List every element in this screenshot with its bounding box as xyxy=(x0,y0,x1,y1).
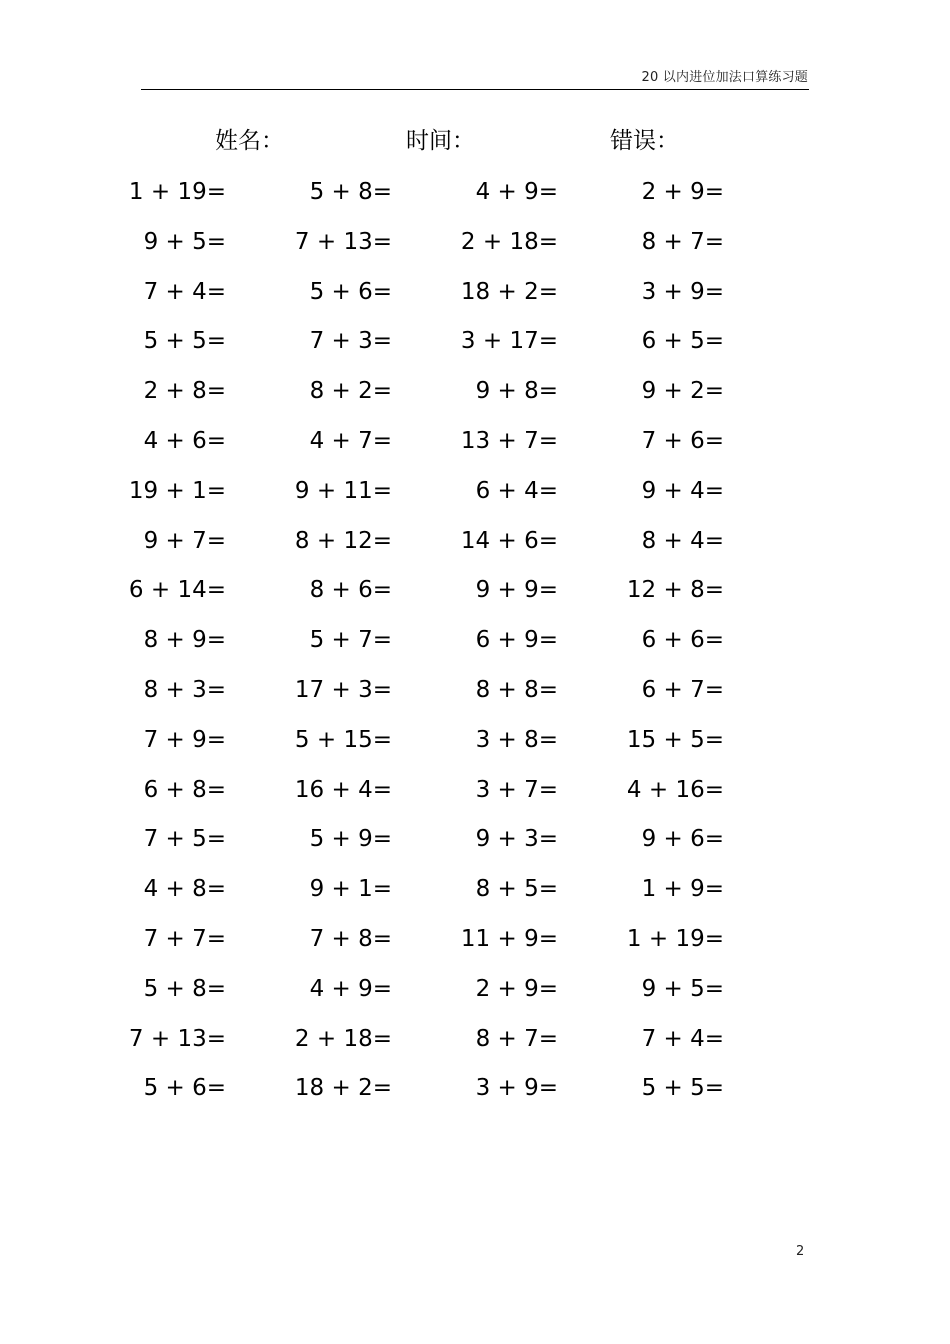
problem-item: 18 + 2= xyxy=(294,1075,392,1102)
problem-item: 2 + 9= xyxy=(475,975,558,1002)
problem-item: 4 + 6= xyxy=(143,427,226,454)
problem-item: 3 + 7= xyxy=(475,776,558,803)
problem-item: 2 + 8= xyxy=(143,378,226,405)
problem-item: 6 + 6= xyxy=(641,627,724,654)
problem-item: 5 + 9= xyxy=(309,826,392,853)
problem-item: 18 + 2= xyxy=(460,278,558,305)
problem-item: 7 + 4= xyxy=(641,1025,724,1052)
page-number: 2 xyxy=(796,1244,805,1259)
problem-item: 5 + 5= xyxy=(641,1075,724,1102)
problem-item: 4 + 8= xyxy=(143,876,226,903)
problem-item: 13 + 7= xyxy=(460,427,558,454)
problem-item: 9 + 11= xyxy=(294,477,392,504)
problem-row xyxy=(0,1019,950,1069)
problem-item: 3 + 9= xyxy=(641,278,724,305)
problem-item: 12 + 8= xyxy=(626,577,724,604)
problem-item: 5 + 15= xyxy=(294,726,392,753)
problem-item: 3 + 9= xyxy=(475,1075,558,1102)
problem-item: 7 + 6= xyxy=(641,427,724,454)
problem-item: 7 + 4= xyxy=(143,278,226,305)
problem-row xyxy=(0,1068,950,1118)
problem-row xyxy=(0,919,950,969)
problem-item: 8 + 8= xyxy=(475,676,558,703)
problem-item: 17 + 3= xyxy=(294,676,392,703)
time-label: 时间： xyxy=(406,128,475,154)
problem-row xyxy=(0,969,950,1019)
problem-row xyxy=(0,421,950,471)
problem-item: 16 + 4= xyxy=(294,776,392,803)
problem-row xyxy=(0,770,950,820)
problem-item: 5 + 8= xyxy=(309,179,392,205)
problem-row xyxy=(0,620,950,670)
problem-item: 5 + 5= xyxy=(143,328,226,355)
problem-item: 7 + 13= xyxy=(128,1025,226,1052)
problem-item: 9 + 4= xyxy=(641,477,724,504)
problem-item: 4 + 7= xyxy=(309,427,392,454)
problem-item: 19 + 1= xyxy=(128,477,226,504)
problem-item: 1 + 19= xyxy=(128,179,226,205)
problem-item: 1 + 19= xyxy=(626,925,724,952)
problem-row xyxy=(0,869,950,919)
error-label: 错误： xyxy=(610,128,679,154)
problem-item: 8 + 7= xyxy=(475,1025,558,1052)
problem-item: 6 + 9= xyxy=(475,627,558,654)
problem-item: 9 + 5= xyxy=(641,975,724,1002)
problem-item: 6 + 5= xyxy=(641,328,724,355)
problem-row xyxy=(0,570,950,620)
problem-item: 7 + 9= xyxy=(143,726,226,753)
problem-row xyxy=(0,272,950,322)
problem-row xyxy=(0,471,950,521)
problem-item: 5 + 7= xyxy=(309,627,392,654)
problem-item: 8 + 2= xyxy=(309,378,392,405)
problem-item: 6 + 7= xyxy=(641,676,724,703)
problem-item: 2 + 18= xyxy=(460,228,558,255)
problem-item: 11 + 9= xyxy=(460,925,558,952)
problem-item: 6 + 8= xyxy=(143,776,226,803)
problem-row xyxy=(0,521,950,571)
problem-item: 9 + 8= xyxy=(475,378,558,405)
problem-row xyxy=(0,720,950,770)
problem-item: 4 + 9= xyxy=(475,179,558,205)
problem-item: 9 + 5= xyxy=(143,228,226,255)
problem-item: 8 + 5= xyxy=(475,876,558,903)
problem-grid xyxy=(0,172,950,1118)
problem-item: 14 + 6= xyxy=(460,527,558,554)
problem-item: 2 + 18= xyxy=(294,1025,392,1052)
problem-item: 2 + 9= xyxy=(641,179,724,205)
problem-item: 5 + 6= xyxy=(143,1075,226,1102)
problem-item: 7 + 7= xyxy=(143,925,226,952)
problem-item: 8 + 12= xyxy=(294,527,392,554)
problem-item: 15 + 5= xyxy=(626,726,724,753)
problem-item: 8 + 4= xyxy=(641,527,724,554)
problem-item: 8 + 6= xyxy=(309,577,392,604)
problem-item: 8 + 3= xyxy=(143,676,226,703)
problem-item: 3 + 8= xyxy=(475,726,558,753)
problem-item: 7 + 3= xyxy=(309,328,392,355)
problem-item: 3 + 17= xyxy=(460,328,558,355)
problem-item: 9 + 2= xyxy=(641,378,724,405)
problem-item: 7 + 8= xyxy=(309,925,392,952)
problem-row xyxy=(0,321,950,371)
problem-row xyxy=(0,371,950,421)
problem-item: 1 + 9= xyxy=(641,876,724,903)
problem-row xyxy=(0,172,950,222)
problem-item: 5 + 6= xyxy=(309,278,392,305)
problem-item: 4 + 9= xyxy=(309,975,392,1002)
problem-item: 9 + 6= xyxy=(641,826,724,853)
name-label: 姓名： xyxy=(215,128,284,154)
header-title: 20 以内进位加法口算练习题 xyxy=(641,70,808,85)
problem-item: 4 + 16= xyxy=(626,776,724,803)
problem-item: 9 + 7= xyxy=(143,527,226,554)
problem-item: 9 + 1= xyxy=(309,876,392,903)
problem-row xyxy=(0,670,950,720)
problem-row xyxy=(0,819,950,869)
problem-item: 5 + 8= xyxy=(143,975,226,1002)
problem-item: 8 + 7= xyxy=(641,228,724,255)
problem-item: 9 + 9= xyxy=(475,577,558,604)
problem-item: 9 + 3= xyxy=(475,826,558,853)
problem-item: 8 + 9= xyxy=(143,627,226,654)
problem-row xyxy=(0,222,950,272)
problem-item: 6 + 14= xyxy=(128,577,226,604)
problem-item: 7 + 13= xyxy=(294,228,392,255)
header-rule xyxy=(141,89,809,90)
problem-item: 6 + 4= xyxy=(475,477,558,504)
problem-item: 7 + 5= xyxy=(143,826,226,853)
